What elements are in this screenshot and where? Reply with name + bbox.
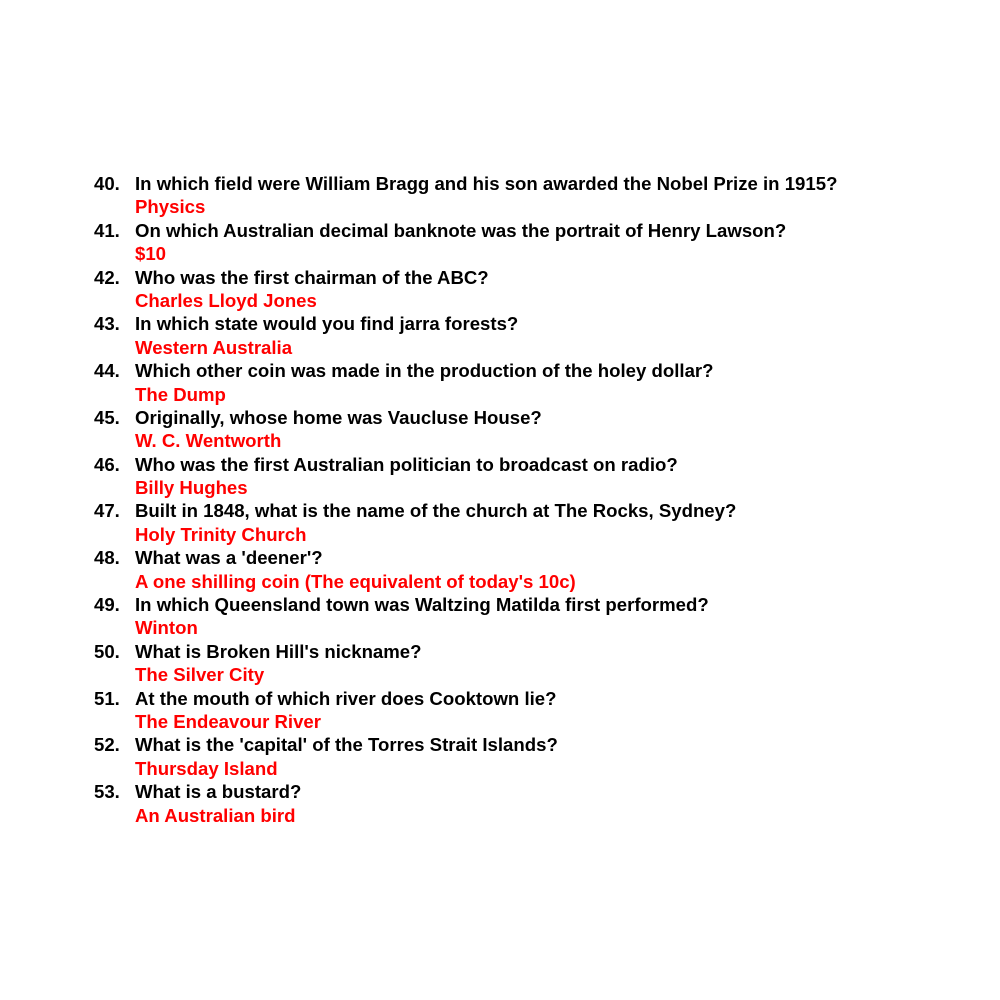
answer-text: W. C. Wentworth: [135, 430, 282, 452]
answer-text: A one shilling coin (The equivalent of today's 10c): [135, 570, 576, 592]
quiz-item: [94, 593, 974, 640]
question-text: Which other coin was made in the production of the holey dollar?: [135, 360, 714, 382]
question-row: [94, 780, 974, 803]
question-text: What is a bustard?: [135, 781, 302, 803]
question-row: [94, 359, 974, 382]
question-text: In which state would you find jarra forests?: [135, 313, 519, 335]
answer-text: $10: [135, 243, 167, 265]
question-row: [94, 687, 974, 710]
quiz-item: [94, 546, 974, 593]
question-text: What is Broken Hill's nickname?: [135, 640, 422, 662]
quiz-item: [94, 406, 974, 453]
question-text: In which field were William Bragg and his son awarded the Nobel Prize in 1915?: [135, 173, 838, 194]
answer-text: An Australian bird: [135, 804, 296, 826]
question-number: 53.: [94, 781, 120, 803]
answer-text: Billy Hughes: [135, 477, 248, 499]
quiz-item: [94, 733, 974, 780]
question-row: [94, 453, 974, 476]
question-row: [94, 219, 974, 242]
answer-text: The Silver City: [135, 664, 265, 686]
question-row: [94, 733, 974, 756]
question-number: 51.: [94, 687, 120, 709]
question-text: Who was the first Australian politician to broadcast on radio?: [135, 453, 678, 475]
quiz-item: [94, 172, 974, 219]
question-text: Built in 1848, what is the name of the church at The Rocks, Sydney?: [135, 500, 737, 522]
answer-text: Thursday Island: [135, 757, 278, 779]
quiz-item: [94, 219, 974, 266]
question-text: At the mouth of which river does Cooktown lie?: [135, 687, 557, 709]
answer-text: Physics: [135, 196, 206, 218]
question-row: [94, 266, 974, 289]
question-row: [94, 172, 974, 195]
question-number: 52.: [94, 734, 120, 756]
quiz-item: [94, 499, 974, 546]
answer-text: Holy Trinity Church: [135, 523, 307, 545]
answer-text: Western Australia: [135, 336, 293, 358]
answer-text: The Endeavour River: [135, 710, 321, 732]
question-number: 41.: [94, 219, 120, 241]
quiz-item: [94, 266, 974, 313]
question-number: 48.: [94, 547, 120, 569]
question-row: [94, 312, 974, 335]
question-number: 40.: [94, 173, 120, 194]
quiz-list: [94, 172, 974, 827]
quiz-item: [94, 780, 974, 827]
question-number: 45.: [94, 406, 120, 428]
question-text: Originally, whose home was Vaucluse House?: [135, 406, 542, 428]
question-number: 50.: [94, 640, 120, 662]
quiz-item: [94, 359, 974, 406]
quiz-item: [94, 453, 974, 500]
question-row: [94, 406, 974, 429]
quiz-item: [94, 687, 974, 734]
question-number: 49.: [94, 594, 120, 616]
question-row: [94, 499, 974, 522]
question-text: What was a 'deener'?: [135, 547, 323, 569]
question-text: Who was the first chairman of the ABC?: [135, 266, 489, 288]
question-row: [94, 640, 974, 663]
question-row: [94, 593, 974, 616]
question-number: 43.: [94, 313, 120, 335]
answer-text: Winton: [135, 617, 198, 639]
question-number: 46.: [94, 453, 120, 475]
quiz-item: [94, 312, 974, 359]
question-number: 42.: [94, 266, 120, 288]
question-text: On which Australian decimal banknote was the portrait of Henry Lawson?: [135, 219, 787, 241]
question-number: 44.: [94, 360, 120, 382]
question-text: In which Queensland town was Waltzing Matilda first performed?: [135, 594, 709, 616]
quiz-item: [94, 640, 974, 687]
question-text: What is the 'capital' of the Torres Strait Islands?: [135, 734, 558, 756]
answer-text: The Dump: [135, 383, 226, 405]
question-row: [94, 546, 974, 569]
answer-text: Charles Lloyd Jones: [135, 289, 317, 311]
question-number: 47.: [94, 500, 120, 522]
